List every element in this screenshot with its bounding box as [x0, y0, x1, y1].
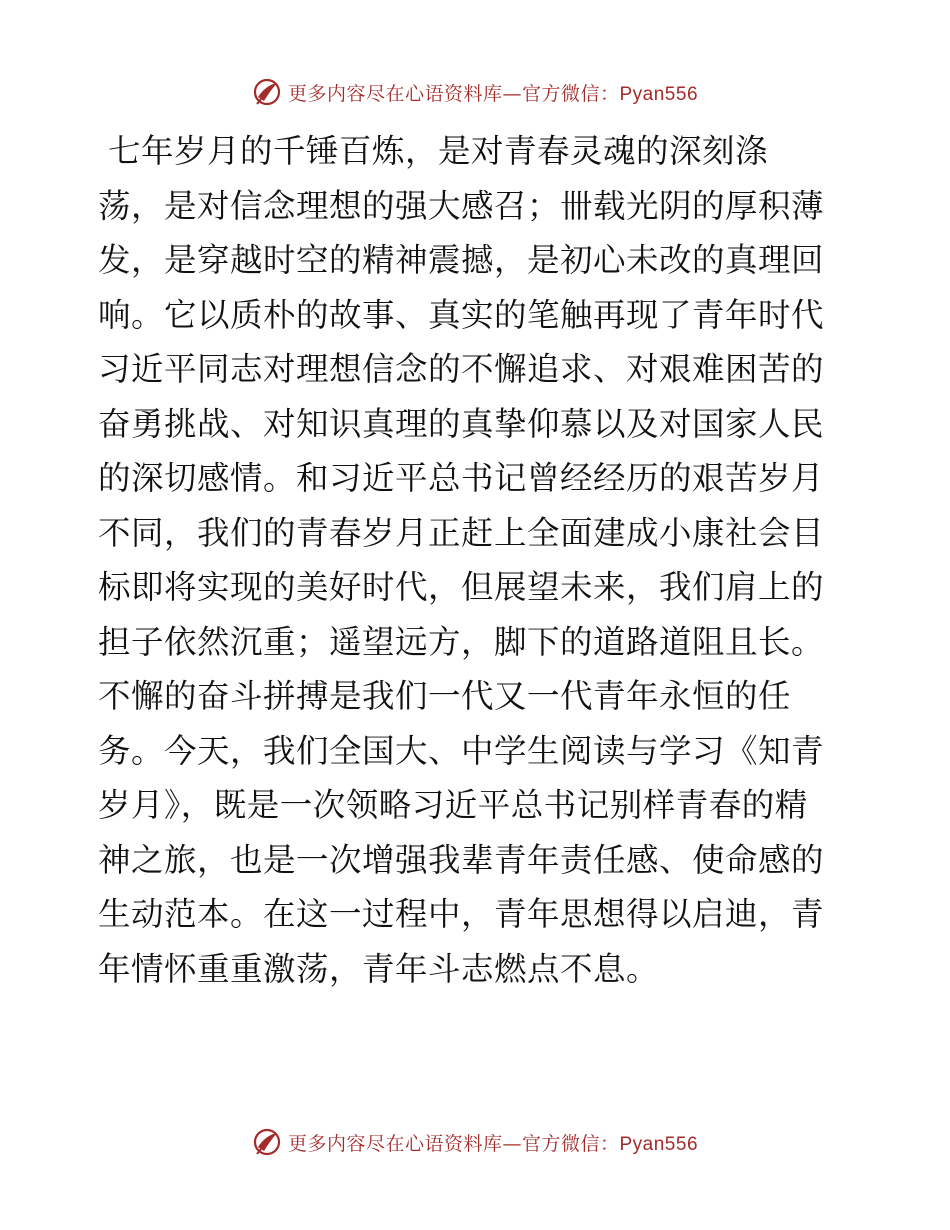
- article-body: [98, 124, 858, 996]
- header-wechat-id: Pyan556: [619, 83, 699, 105]
- footer-separator: —: [502, 1132, 522, 1155]
- footer-text: [288, 1129, 698, 1156]
- body-line: 响。它以质朴的故事、真实的笔触再现了青年时代: [98, 295, 825, 334]
- body-line: 不懈的奋斗拼搏是我们一代又一代青年永恒的任: [98, 677, 792, 715]
- header-wechat-label: 官方微信：: [521, 82, 620, 105]
- body-line: 荡，是对信念理想的强大感召；卌载光阴的厚积薄: [98, 186, 825, 225]
- body-line: 发，是穿越时空的精神震撼，是初心未改的真理回: [98, 241, 825, 279]
- body-line: 务。今天，我们全国大、中学生阅读与学习《知青: [98, 731, 825, 770]
- body-line: 岁月》，既是一次领略习近平总书记别样青春的精: [98, 786, 808, 824]
- footer-slogan: 更多内容尽在心语资料库: [287, 1132, 503, 1155]
- body-line: 的深切感情。和习近平总书记曾经经历的艰苦岁月: [98, 459, 825, 497]
- brand-logo-icon: [252, 77, 282, 107]
- footer-wechat-label: 官方微信：: [521, 1132, 620, 1155]
- body-line: 生动范本。在这一过程中，青年思想得以启迪，青: [98, 895, 825, 933]
- header-separator: —: [502, 82, 522, 105]
- body-line: 年情怀重重激荡，青年斗志燃点不息。: [98, 949, 660, 988]
- brand-logo-icon: [252, 1127, 282, 1157]
- body-line: 担子依然沉重；遥望远方，脚下的道路道阻且长。: [98, 622, 825, 661]
- body-line: 不同，我们的青春岁月正赶上全面建成小康社会目: [98, 513, 825, 552]
- body-line: 七年岁月的千锤百炼，是对青春灵魂的深刻涤: [108, 132, 769, 170]
- footer-wechat-id: Pyan556: [619, 1133, 699, 1155]
- body-line: 奋勇挑战、对知识真理的真挚仰慕以及对国家人民: [98, 404, 825, 443]
- body-line: 神之旅，也是一次增强我辈青年责任感、使命感的: [98, 840, 825, 879]
- header-slogan: 更多内容尽在心语资料库: [287, 82, 503, 105]
- header-text: [288, 79, 698, 106]
- page-footer: [0, 1122, 950, 1162]
- body-line: 标即将实现的美好时代，但展望未来，我们肩上的: [98, 568, 825, 606]
- body-line: 习近平同志对理想信念的不懈追求、对艰难困苦的: [98, 350, 825, 388]
- page-header: [0, 72, 950, 112]
